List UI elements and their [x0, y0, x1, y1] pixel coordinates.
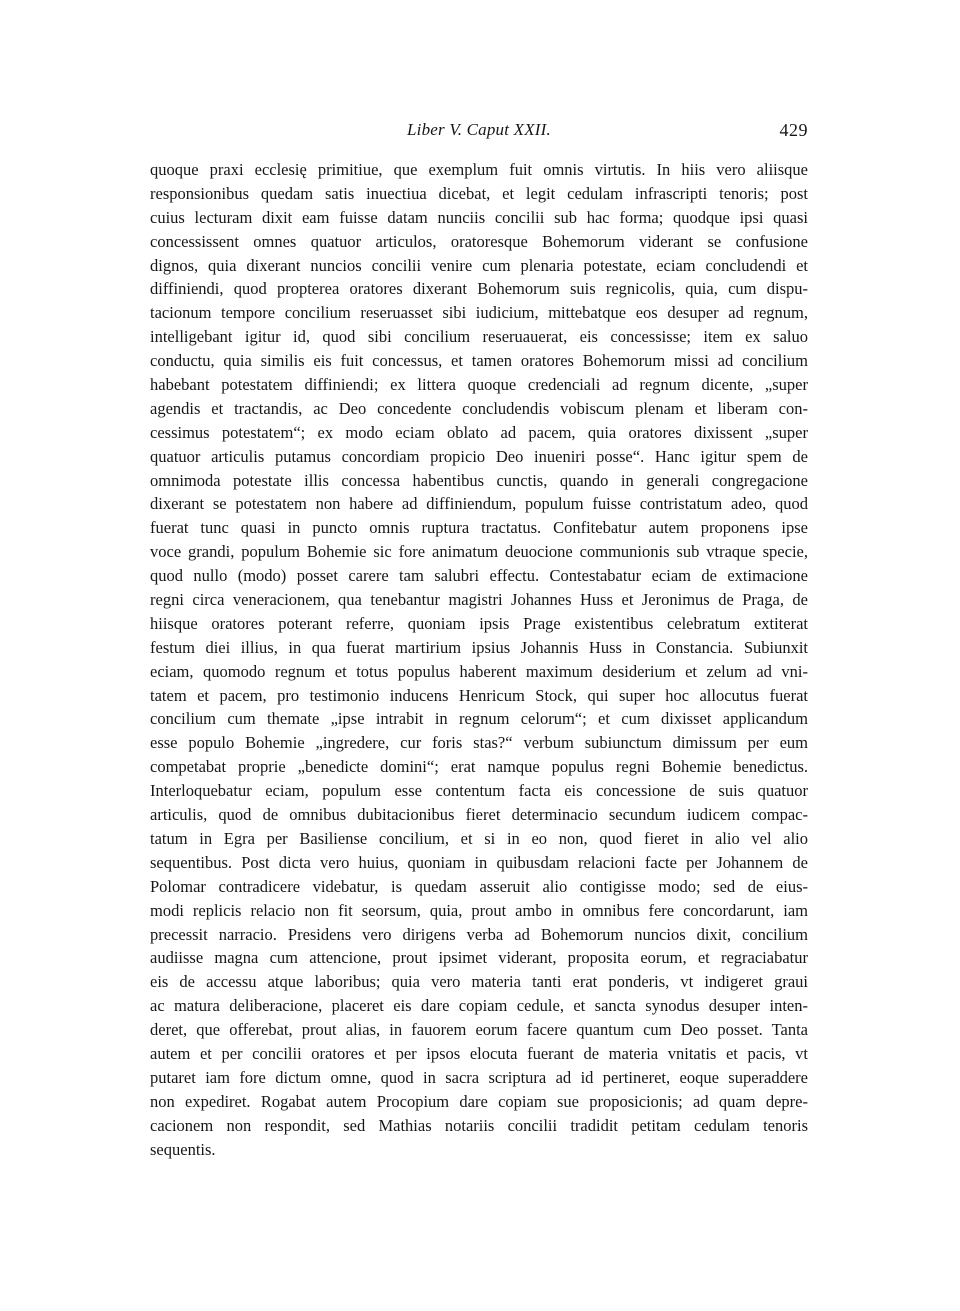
text-line: responsionibus quedam satis inuectiua dicebat, et legit cedulam infrascripti tenoris; post [150, 183, 808, 203]
text-line: concilium cum themate „ipse intrabit in regnum celorum“; et cum dixisset applicandum [150, 709, 808, 729]
text-line: ac matura deliberacione, placeret eis dare copiam cedule, et sancta synodus desuper inten- [150, 996, 808, 1016]
text-line: conductu, quia similis eis fuit concessus, et tamen oratores Bohemorum missi ad concilium [150, 351, 808, 371]
text-line: omnimoda potestate illis concessa habentibus cunctis, quando in generali congregacione [150, 470, 808, 490]
text-line: diffiniendi, quod propterea oratores dixerant Bohemorum suis regnicolis, quia, cum dispu- [150, 279, 808, 299]
text-line: quod nullo (modo) posset carere tam salubri effectu. Contestabatur eciam de extimacione [150, 566, 808, 586]
running-head [150, 118, 808, 142]
text-line: audiisse magna cum attencione, prout ipsimet viderant, proposita eorum, et regraciabatur [150, 948, 808, 968]
text-line: hiisque oratores poterant referre, quoniam ipsis Prage existentibus celebratum extiterat [150, 613, 808, 633]
text-line: concessissent omnes quatuor articulos, oratoresque Bohemorum viderant se confusione [150, 231, 808, 251]
text-line: intelligebant igitur id, quod sibi concilium reseruauerat, eis concessisse; item ex saluo [150, 327, 808, 347]
text-line: habebant potestatem diffiniendi; ex littera quoque credenciali ad regnum dicente, „super [150, 375, 808, 395]
text-line: voce grandi, populum Bohemie sic fore animatum deuocione communionis sub vtraque specie, [150, 542, 808, 562]
text-line: tatum in Egra per Basiliense concilium, et si in eo non, quod fieret in alio vel alio [150, 828, 808, 848]
body-text [150, 158, 808, 1161]
text-line: quoque praxi ecclesię primitiue, que exemplum fuit omnis virtutis. In hiis vero aliisque [150, 160, 808, 179]
text-line: sequentibus. Post dicta vero huius, quoniam in quibusdam relacioni facte per Johannem de [150, 852, 808, 872]
page-number: 429 [779, 120, 808, 140]
text-line: tacionum tempore concilium reseruasset sibi iudicium, mittebatque eos desuper ad regnum, [150, 303, 808, 323]
text-line: Interloquebatur eciam, populum esse contentum facta eis concessione de suis quatuor [150, 781, 808, 801]
text-line: cuius lecturam dixit eam fuisse datam nunciis concilii sub hac forma; quodque ipsi quasi [150, 207, 808, 227]
text-line: articulis, quod de omnibus dubitacionibus fieret determinacio secundum iudicem compac- [150, 805, 808, 825]
text-line: Polomar contradicere videbatur, is quedam asseruit alio contigisse modo; sed de eius- [150, 876, 808, 896]
text-line: festum diei illius, in qua fuerat martirium ipsius Johannis Huss in Constancia. Subiunxit [150, 637, 808, 657]
text-line: sequentis. [150, 1139, 216, 1159]
text-line: dignos, quia dixerant nuncios concilii venire cum plenaria potestate, eciam concludendi et [150, 255, 808, 275]
text-line: modi replicis relacio non fit seorsum, quia, prout ambo in omnibus fere concordarunt, iam [150, 900, 808, 920]
text-line: putaret iam fore dictum omne, quod in sacra scriptura ad id pertineret, eoque superaddere [150, 1067, 808, 1087]
text-line: tatem et pacem, pro testimonio inducens Henricum Stock, qui super hoc allocutus fuerat [150, 685, 808, 705]
text-line: eciam, quomodo regnum et totus populus haberent maximum desiderium et zelum ad vni- [150, 661, 808, 681]
text-line: dixerant se potestatem non habere ad diffiniendum, populum fuisse contristatum adeo, quod [150, 494, 808, 514]
text-line: autem et per concilii oratores et per ipsos elocuta fuerant de materia vnitatis et pacis, vt [150, 1043, 808, 1063]
text-line: eis de accessu atque laboribus; quia vero materia tanti erat ponderis, vt indigeret graui [150, 972, 808, 992]
text-line: esse populo Bohemie „ingredere, cur foris stas?“ verbum subiunctum dimissum per eum [150, 733, 808, 753]
text-line: fuerat tunc quasi in puncto omnis ruptura tractatus. Confitebatur autem proponens ipse [150, 518, 808, 538]
text-line: deret, que offerebat, prout alias, in fauorem eorum facere quantum cum Deo posset. Tanta [150, 1020, 808, 1040]
text-line: quatuor articulis putamus concordiam propicio Deo inueniri posse“. Hanc igitur spem de [150, 446, 808, 466]
text-line: cacionem non respondit, sed Mathias notariis concilii tradidit petitam cedulam tenoris [150, 1115, 808, 1135]
text-line: regni circa veneracionem, qua tenebantur magistri Johannes Huss et Jeronimus de Praga, de [150, 590, 808, 610]
text-line: competabat proprie „benedicte domini“; erat namque populus regni Bohemie benedictus. [150, 757, 808, 777]
running-title: Liber V. Caput XXII. [407, 120, 551, 139]
text-line: precessit narracio. Presidens vero dirigens verba ad Bohemorum nuncios dixit, concilium [150, 924, 808, 944]
text-line: cessimus potestatem“; ex modo eciam oblato ad pacem, quia oratores dixissent „super [150, 422, 808, 442]
text-line: agendis et tractandis, ac Deo concedente concludendis vobiscum plenam et liberam con- [150, 398, 808, 418]
text-line: non expediret. Rogabat autem Procopium dare copiam sue proposicionis; ad quam depre- [150, 1091, 808, 1111]
